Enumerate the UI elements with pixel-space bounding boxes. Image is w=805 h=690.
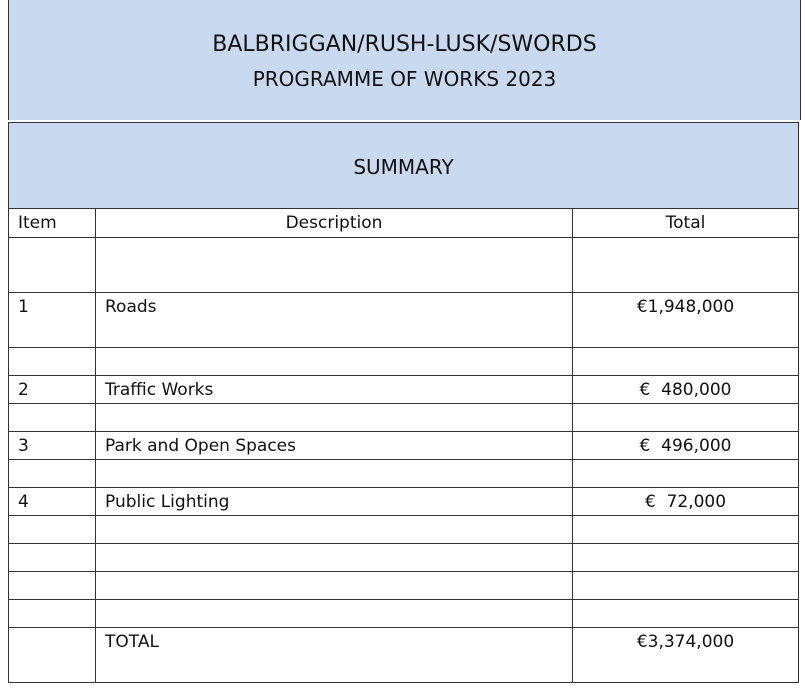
table-row (9, 600, 799, 628)
row-item: 3 (9, 432, 96, 460)
column-header-description: Description (96, 209, 573, 238)
table-row (9, 376, 799, 404)
table-row (9, 432, 799, 460)
document-title: BALBRIGGAN/RUSH-LUSK/SWORDS (212, 32, 597, 57)
table-row (9, 516, 799, 544)
row-description: Roads (96, 293, 573, 348)
row-total: € 480,000 (573, 376, 799, 404)
total-row (9, 628, 799, 683)
row-item: 4 (9, 488, 96, 516)
table-row (9, 404, 799, 432)
table-row (9, 460, 799, 488)
table-row (9, 488, 799, 516)
total-value: €3,374,000 (573, 628, 799, 683)
row-total: € 72,000 (573, 488, 799, 516)
row-total: €1,948,000 (573, 293, 799, 348)
table-row (9, 238, 799, 293)
column-header-total: Total (573, 209, 799, 238)
table-row (9, 544, 799, 572)
column-header-item: Item (9, 209, 96, 238)
row-item: 2 (9, 376, 96, 404)
row-description: Traffic Works (96, 376, 573, 404)
row-total: € 496,000 (573, 432, 799, 460)
row-description: Park and Open Spaces (96, 432, 573, 460)
row-description: Public Lighting (96, 488, 573, 516)
table-row (9, 572, 799, 600)
table-row (9, 293, 799, 348)
header-banner (8, 0, 801, 120)
table-row (9, 348, 799, 376)
row-item: 1 (9, 293, 96, 348)
total-label: TOTAL (96, 628, 573, 683)
summary-label: SUMMARY (353, 155, 454, 179)
document-subtitle: PROGRAMME OF WORKS 2023 (252, 67, 557, 91)
summary-table (8, 208, 799, 683)
table-header-row (9, 209, 799, 238)
summary-banner (8, 122, 799, 208)
